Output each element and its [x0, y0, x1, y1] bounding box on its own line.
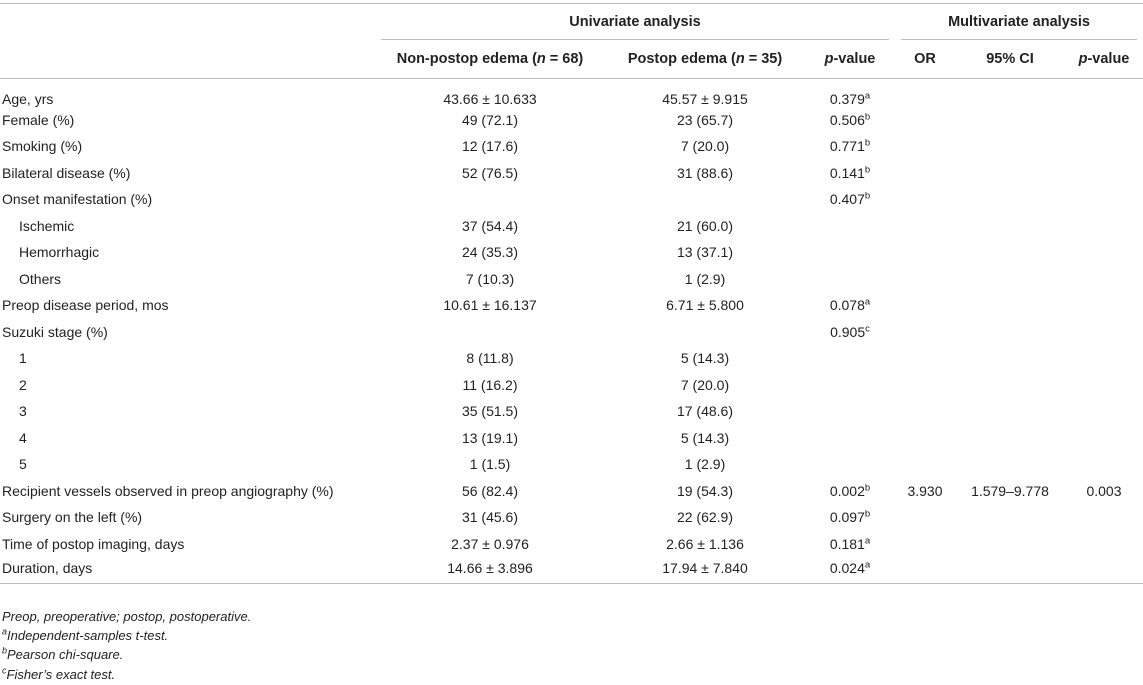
or-value	[895, 160, 955, 187]
multivariate-pvalue	[1065, 107, 1143, 134]
postop-value: 6.71 ± 5.800	[666, 297, 744, 314]
non-postop-edema-header: Non-postop edema (n = 68)	[375, 40, 605, 78]
postop-value: 7 (20.0)	[680, 376, 730, 393]
table-row	[0, 213, 1143, 240]
non-postop-value: 52 (76.5)	[461, 164, 519, 181]
univariate-pvalue	[805, 213, 895, 240]
or-value	[895, 557, 955, 584]
univariate-pvalue: 0.771$^b$	[829, 137, 871, 155]
table-row	[0, 319, 1143, 346]
ci-value	[955, 319, 1065, 346]
row-label: 3	[19, 403, 27, 420]
row-label: Ischemic	[19, 217, 75, 234]
ci-value	[955, 186, 1065, 213]
postop-value: 1 (2.9)	[684, 270, 726, 287]
or-value	[895, 133, 955, 160]
multivariate-pvalue	[1065, 372, 1143, 399]
footnote-abbreviations: Preop, preoperative; postop, postoperative.	[2, 609, 252, 624]
non-postop-value: 43.66 ± 10.633	[443, 90, 537, 107]
non-postop-value: 11 (16.2)	[462, 376, 518, 393]
row-label: Age, yrs	[2, 90, 54, 107]
or-value	[895, 78, 955, 107]
table-row	[0, 372, 1143, 399]
univariate-pvalue: 0.506$^b$	[829, 111, 871, 128]
non-postop-value	[375, 319, 605, 346]
footnote-a: $^a$Independent-samples t-test.	[2, 626, 169, 644]
pvalue-test-marker: b	[864, 482, 871, 494]
univariate-pvalue: 0.905$^c$	[830, 323, 870, 340]
ci-value	[955, 345, 1065, 372]
footnote-c: $^c$Fisher’s exact test.	[2, 665, 116, 682]
postop-value: 13 (37.1)	[676, 244, 734, 261]
row-label: 2	[19, 376, 27, 393]
or-value	[895, 372, 955, 399]
non-postop-value: 35 (51.5)	[461, 403, 519, 420]
row-label: 5	[19, 456, 27, 473]
footnote-b: $^b$Pearson chi-square.	[2, 646, 124, 663]
row-label: Female (%)	[2, 111, 75, 128]
non-postop-value: 8 (11.8)	[466, 350, 514, 367]
multivariate-pvalue	[1065, 425, 1143, 452]
ci-value	[955, 107, 1065, 134]
univariate-pvalue: 0.078$^a$	[829, 296, 871, 314]
postop-value: 22 (62.9)	[676, 509, 734, 526]
table-row	[0, 478, 1143, 505]
or-value	[895, 186, 955, 213]
univariate-pvalue: 0.379$^a$	[829, 89, 871, 107]
postop-value: 5 (14.3)	[680, 350, 730, 367]
ci-value	[955, 451, 1065, 478]
footnotes	[2, 607, 251, 684]
or-value	[895, 451, 955, 478]
table-row	[0, 239, 1143, 266]
multivariate-pvalue	[1065, 266, 1143, 293]
ci-value	[955, 292, 1065, 319]
table-row	[0, 451, 1143, 478]
multivariate-pvalue	[1065, 451, 1143, 478]
postop-value: 31 (88.6)	[676, 164, 734, 181]
postop-edema-header: Postop edema (n = 35)	[605, 40, 805, 78]
or-value	[895, 266, 955, 293]
multivariate-pvalue	[1065, 531, 1143, 558]
pvalue-test-marker: a	[864, 559, 871, 571]
multivariate-pvalue	[1065, 292, 1143, 319]
table-row	[0, 107, 1143, 134]
multivariate-pvalue	[1065, 160, 1143, 187]
results-table	[0, 4, 1143, 584]
ci-value	[955, 239, 1065, 266]
ci-value	[955, 504, 1065, 531]
multivariate-pvalue	[1065, 398, 1143, 425]
non-postop-value: 2.37 ± 0.976	[451, 535, 529, 552]
univariate-pvalue: 0.002$^b$	[829, 482, 871, 499]
pvalue-test-marker: b	[864, 508, 871, 520]
or-value	[895, 504, 955, 531]
univariate-pvalue	[805, 398, 895, 425]
multivariate-pvalue	[1065, 239, 1143, 266]
non-postop-value: 14.66 ± 3.896	[375, 557, 605, 584]
univariate-pvalue-header: p-value	[805, 40, 895, 78]
postop-value: 17.94 ± 7.840	[605, 557, 805, 584]
or-value	[895, 345, 955, 372]
multivariate-pvalue	[1065, 78, 1143, 107]
non-postop-value: 1 (1.5)	[469, 456, 511, 473]
row-label: 1	[19, 350, 27, 367]
postop-value: 19 (54.3)	[676, 482, 734, 499]
non-postop-value: 7 (10.3)	[465, 270, 515, 287]
multivariate-pvalue	[1065, 345, 1143, 372]
row-label: Smoking (%)	[2, 138, 83, 155]
or-value	[895, 425, 955, 452]
table-row	[0, 425, 1143, 452]
table-row	[0, 531, 1143, 558]
univariate-pvalue: 0.181$^a$	[829, 535, 871, 552]
postop-value: 7 (20.0)	[680, 138, 730, 155]
ci-value	[955, 398, 1065, 425]
row-label: Others	[19, 270, 62, 287]
or-value: 3.930	[907, 482, 943, 499]
table-row	[0, 186, 1143, 213]
pvalue-test-marker: a	[864, 535, 871, 547]
ci-header: 95% CI	[955, 40, 1065, 78]
ci-value	[955, 213, 1065, 240]
row-label: Preop disease period, mos	[2, 297, 169, 314]
ci-value	[955, 133, 1065, 160]
row-label: Onset manifestation (%)	[2, 191, 153, 208]
multivariate-pvalue	[1065, 557, 1143, 584]
univariate-pvalue	[805, 372, 895, 399]
non-postop-value: 49 (72.1)	[461, 111, 519, 128]
row-label: Duration, days	[0, 557, 375, 584]
univariate-pvalue: 0.141$^b$	[829, 164, 871, 181]
multivariate-pvalue	[1065, 319, 1143, 346]
table-row	[0, 504, 1143, 531]
non-postop-value: 24 (35.3)	[461, 244, 519, 261]
postop-value: 1 (2.9)	[684, 456, 726, 473]
table-row	[0, 78, 1143, 107]
multivariate-header: Multivariate analysis	[895, 4, 1143, 40]
univariate-pvalue	[805, 239, 895, 266]
ci-value	[955, 78, 1065, 107]
postop-value: 5 (14.3)	[680, 429, 730, 446]
empty-header-cell	[0, 40, 375, 78]
row-label: Surgery on the left (%)	[2, 509, 143, 526]
or-value	[895, 531, 955, 558]
multivariate-pvalue-header: p-value	[1065, 40, 1143, 78]
univariate-header: Univariate analysis	[375, 4, 895, 40]
ci-value	[955, 160, 1065, 187]
univariate-pvalue: 0.097$^b$	[829, 508, 871, 526]
pvalue-test-marker: b	[864, 164, 871, 176]
non-postop-value: 56 (82.4)	[461, 482, 519, 499]
pvalue-test-marker: c	[865, 323, 870, 335]
postop-value: 45.57 ± 9.915	[662, 90, 748, 107]
pvalue-test-marker: a	[864, 89, 871, 101]
row-label: Suzuki stage (%)	[2, 323, 108, 340]
postop-value	[605, 319, 805, 346]
univariate-pvalue	[805, 451, 895, 478]
multivariate-pvalue	[1065, 186, 1143, 213]
table-row	[0, 557, 1143, 584]
table-row	[0, 266, 1143, 293]
non-postop-value: 37 (54.4)	[461, 217, 519, 234]
ci-value	[955, 372, 1065, 399]
non-postop-value	[375, 186, 605, 213]
univariate-pvalue	[805, 266, 895, 293]
pvalue-test-marker: b	[864, 137, 871, 149]
ci-value	[955, 531, 1065, 558]
group-header-row	[0, 4, 1143, 40]
postop-value: 2.66 ± 1.136	[666, 535, 744, 552]
non-postop-value: 10.61 ± 16.137	[443, 297, 537, 314]
pvalue-test-marker: b	[864, 190, 871, 202]
table-row	[0, 133, 1143, 160]
ci-value	[955, 266, 1065, 293]
univariate-pvalue: 0.024$^a$	[805, 557, 895, 584]
non-postop-value: 12 (17.6)	[461, 138, 519, 155]
column-header-row	[0, 40, 1143, 78]
or-value	[895, 398, 955, 425]
univariate-pvalue	[805, 345, 895, 372]
postop-value	[605, 186, 805, 213]
table-body	[0, 78, 1143, 584]
ci-value: 1.579–9.778	[971, 482, 1049, 499]
pvalue-test-marker: a	[864, 296, 871, 308]
table-row	[0, 160, 1143, 187]
non-postop-value: 13 (19.1)	[461, 429, 519, 446]
postop-value: 23 (65.7)	[676, 111, 734, 128]
multivariate-pvalue	[1065, 213, 1143, 240]
table-row	[0, 345, 1143, 372]
table-row	[0, 292, 1143, 319]
or-value	[895, 107, 955, 134]
row-label: 4	[19, 429, 27, 446]
univariate-pvalue	[805, 425, 895, 452]
postop-value: 21 (60.0)	[676, 217, 734, 234]
or-value	[895, 292, 955, 319]
or-header: OR	[895, 40, 955, 78]
row-label: Bilateral disease (%)	[2, 164, 131, 181]
or-value	[895, 213, 955, 240]
non-postop-value: 31 (45.6)	[461, 509, 519, 526]
multivariate-pvalue: 0.003	[1086, 482, 1122, 499]
multivariate-pvalue	[1065, 133, 1143, 160]
table-row	[0, 398, 1143, 425]
multivariate-pvalue	[1065, 504, 1143, 531]
ci-value	[955, 557, 1065, 584]
ci-value	[955, 425, 1065, 452]
postop-value: 17 (48.6)	[676, 403, 734, 420]
row-label: Recipient vessels observed in preop angiography (%)	[2, 482, 334, 499]
row-label: Time of postop imaging, days	[2, 535, 185, 552]
univariate-pvalue: 0.407$^b$	[829, 190, 871, 208]
empty-header-cell	[0, 4, 375, 40]
row-label: Hemorrhagic	[19, 244, 100, 261]
or-value	[895, 319, 955, 346]
or-value	[895, 239, 955, 266]
pvalue-test-marker: b	[864, 111, 871, 123]
